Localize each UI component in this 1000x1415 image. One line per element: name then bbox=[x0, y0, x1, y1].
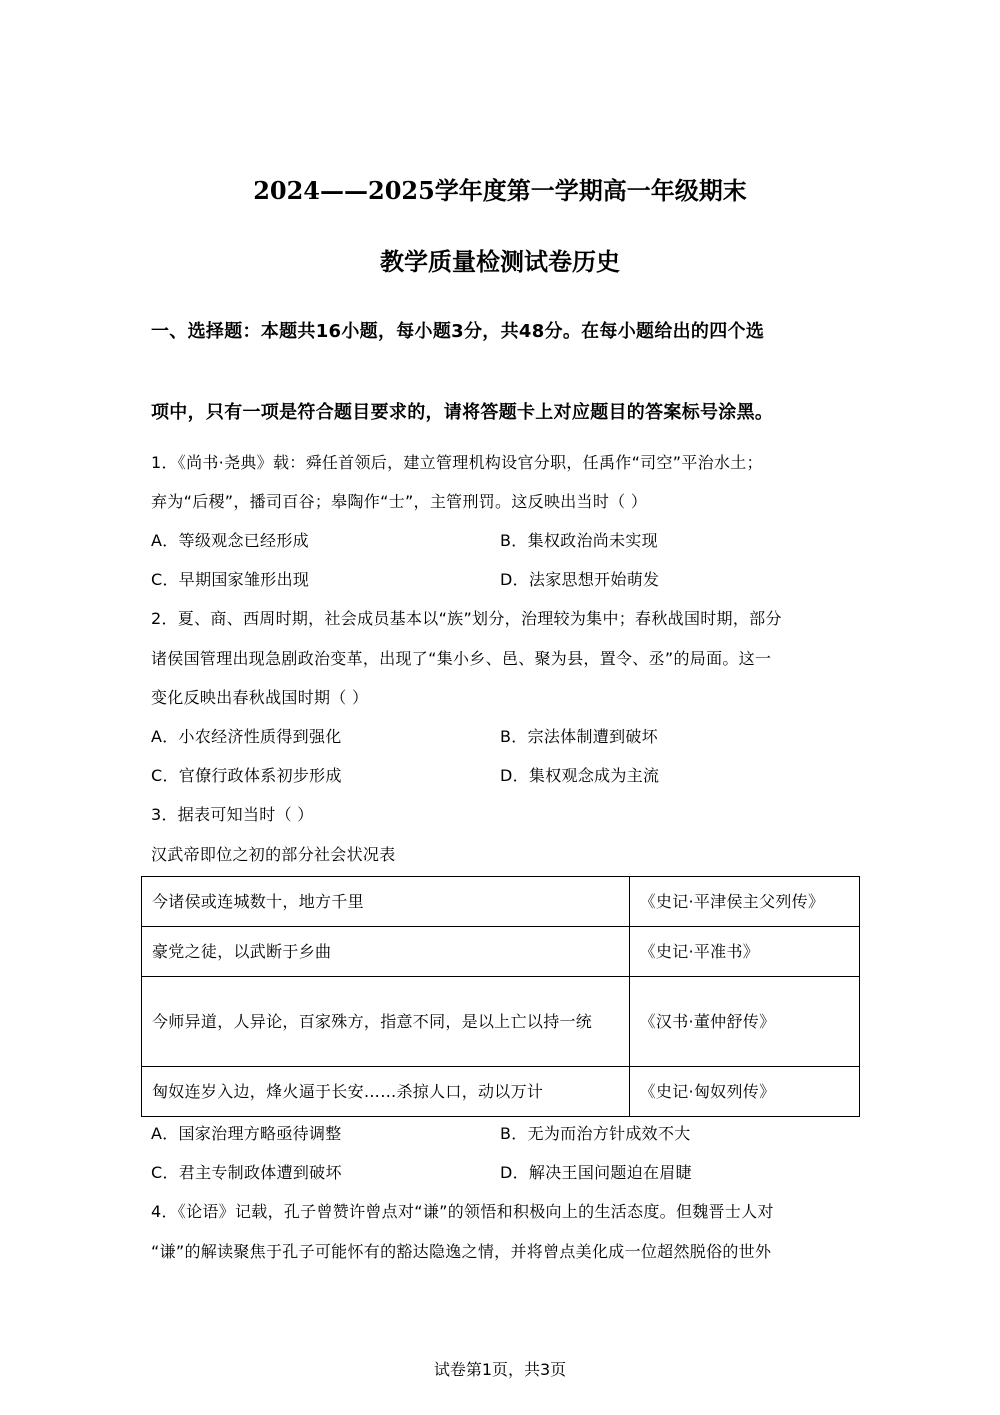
section-instruction-line1: 一、选择题：本题共16小题，每小题3分，共48分。在每小题给出的四个选 bbox=[151, 321, 765, 342]
question-2-option-a: A．小农经济性质得到强化 bbox=[151, 727, 342, 746]
table-cell-source: 《史记·平津侯主父列传》 bbox=[629, 877, 859, 927]
table-cell-source: 《汉书·董仲舒传》 bbox=[629, 977, 859, 1067]
table-cell-text: 豪党之徒，以武断于乡曲 bbox=[142, 927, 630, 977]
question-3-line1: 3．据表可知当时（ ） bbox=[151, 805, 314, 824]
question-1-option-d: D．法家思想开始萌发 bbox=[500, 570, 660, 589]
table-row bbox=[142, 927, 860, 977]
page-footer: 试卷第1页，共3页 bbox=[433, 1360, 567, 1379]
question-3-option-a: A．国家治理方略亟待调整 bbox=[151, 1124, 342, 1143]
question-4-line1: 4．《论语》记载，孔子曾赞许曾点对“谦”的领悟和积极向上的生活态度。但魏晋士人对 bbox=[151, 1202, 774, 1221]
table-row bbox=[142, 1067, 860, 1117]
table-cell-source: 《史记·匈奴列传》 bbox=[629, 1067, 859, 1117]
question-2-option-c: C．官僚行政体系初步形成 bbox=[151, 766, 342, 785]
question-1-line1: 1．《尚书·尧典》载：舜任首领后，建立管理机构设官分职，任禹作“司空”平治水土； bbox=[151, 453, 763, 472]
question-3-option-b: B．无为而治方针成效不大 bbox=[500, 1124, 691, 1143]
question-4-line2: “谦”的解读聚焦于孔子可能怀有的豁达隐逸之情，并将曾点美化成一位超然脱俗的世外 bbox=[151, 1242, 772, 1261]
table-cell-text: 匈奴连岁入边，烽火逼于长安……杀掠人口，动以万计 bbox=[142, 1067, 630, 1117]
exam-title-line2: 教学质量检测试卷历史 bbox=[380, 247, 620, 276]
question-3-option-d: D．解决王国问题迫在眉睫 bbox=[500, 1163, 692, 1182]
question-2-line2: 诸侯国管理出现急剧政治变革，出现了“集小乡、邑、聚为县，置令、丞”的局面。这一 bbox=[151, 649, 772, 668]
table-row bbox=[142, 877, 860, 927]
table-row bbox=[142, 977, 860, 1067]
question-2-option-d: D．集权观念成为主流 bbox=[500, 766, 660, 785]
table-cell-source: 《史记·平准书》 bbox=[629, 927, 859, 977]
section-instruction-line2: 项中，只有一项是符合题目要求的，请将答题卡上对应题目的答案标号涂黑。 bbox=[151, 402, 774, 423]
question-1-line2: 弃为“后稷”，播司百谷；皋陶作“士”，主管刑罚。这反映出当时（ ） bbox=[151, 492, 648, 511]
table-caption: 汉武帝即位之初的部分社会状况表 bbox=[151, 845, 396, 864]
question-1-option-a: A．等级观念已经形成 bbox=[151, 531, 309, 550]
question-2-line1: 2．夏、商、西周时期，社会成员基本以“族”划分，治理较为集中；春秋战国时期，部分 bbox=[151, 609, 782, 628]
source-table bbox=[141, 876, 860, 1117]
question-1-option-b: B．集权政治尚未实现 bbox=[500, 531, 658, 550]
question-1-option-c: C．早期国家雏形出现 bbox=[151, 570, 310, 589]
question-2-option-b: B．宗法体制遭到破坏 bbox=[500, 727, 658, 746]
table-cell-text: 今师异道，人异论，百家殊方，指意不同，是以上亡以持一统 bbox=[142, 977, 630, 1067]
question-2-line3: 变化反映出春秋战国时期（ ） bbox=[151, 688, 369, 707]
question-3-option-c: C．君主专制政体遭到破坏 bbox=[151, 1163, 342, 1182]
table-cell-text: 今诸侯或连城数十，地方千里 bbox=[142, 877, 630, 927]
exam-title-line1: 2024——2025学年度第一学期高一年级期末 bbox=[253, 176, 747, 205]
